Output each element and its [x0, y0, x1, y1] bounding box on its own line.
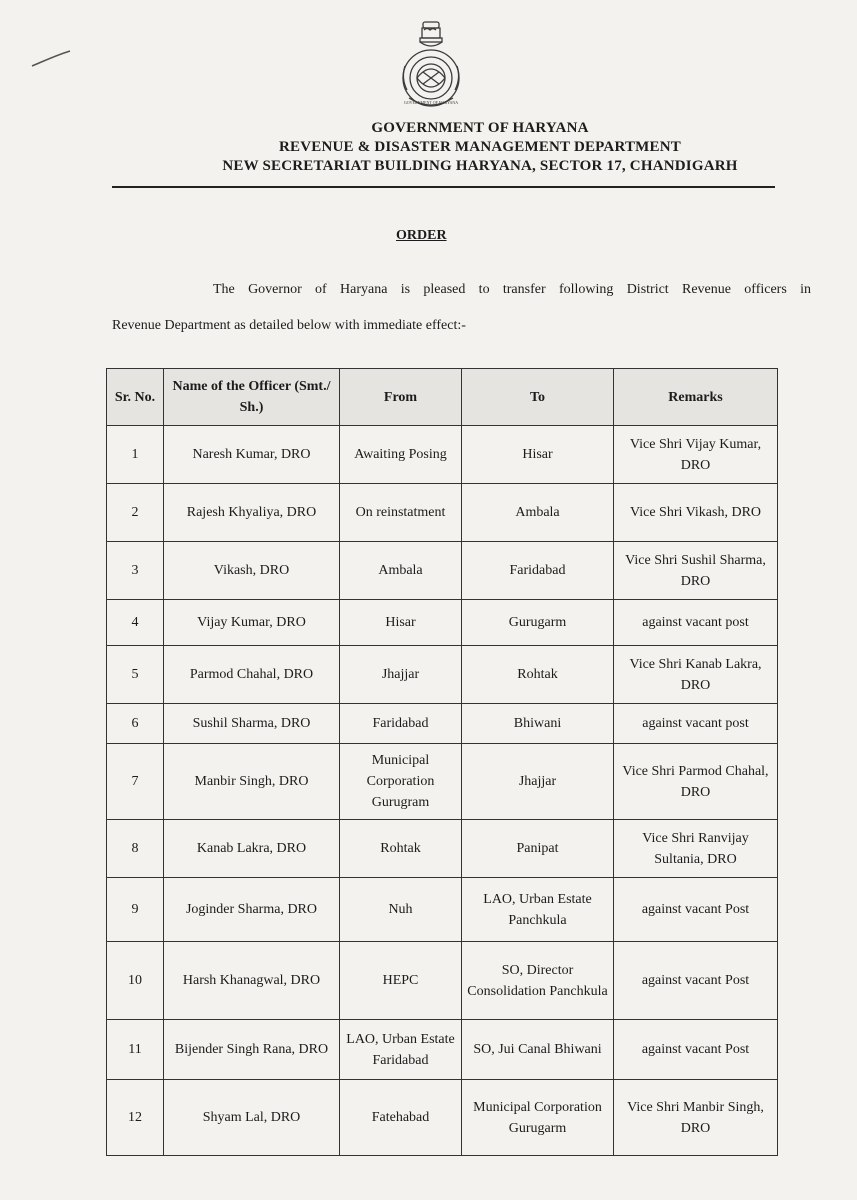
table-row	[107, 1080, 778, 1156]
cell-sr: 6	[107, 704, 164, 744]
order-title: ORDER	[396, 228, 447, 243]
cell-remarks: against vacant Post	[614, 1020, 778, 1080]
order-paragraph-line-1: The Governor of Haryana is pleased to transfer following District Revenue officers in	[213, 282, 811, 297]
cell-to: SO, Director Consolidation Panchkula	[462, 942, 614, 1020]
cell-sr: 1	[107, 426, 164, 484]
cell-name: Naresh Kumar, DRO	[164, 426, 340, 484]
cell-to: Municipal Corporation Gurugarm	[462, 1080, 614, 1156]
table-row	[107, 484, 778, 542]
cell-name: Sushil Sharma, DRO	[164, 704, 340, 744]
cell-from: Fatehabad	[340, 1080, 462, 1156]
cell-sr: 5	[107, 646, 164, 704]
table-row	[107, 600, 778, 646]
cell-to: SO, Jui Canal Bhiwani	[462, 1020, 614, 1080]
cell-to: Panipat	[462, 820, 614, 878]
header-department: REVENUE & DISASTER MANAGEMENT DEPARTMENT	[279, 139, 681, 155]
header-address: NEW SECRETARIAT BUILDING HARYANA, SECTOR 17, CHANDIGARH	[222, 158, 738, 174]
cell-name: Shyam Lal, DRO	[164, 1080, 340, 1156]
cell-to: Bhiwani	[462, 704, 614, 744]
cell-sr: 10	[107, 942, 164, 1020]
cell-remarks: against vacant post	[614, 600, 778, 646]
cell-name: Manbir Singh, DRO	[164, 744, 340, 820]
transfer-table	[106, 368, 778, 1156]
cell-from: Jhajjar	[340, 646, 462, 704]
cell-from: Hisar	[340, 600, 462, 646]
table-row	[107, 542, 778, 600]
cell-sr: 8	[107, 820, 164, 878]
cell-from: Municipal Corporation Gurugram	[340, 744, 462, 820]
header-to: To	[462, 369, 614, 426]
cell-from: Awaiting Posing	[340, 426, 462, 484]
cell-remarks: against vacant Post	[614, 942, 778, 1020]
cell-remarks: Vice Shri Sushil Sharma, DRO	[614, 542, 778, 600]
order-paragraph-line-2: Revenue Department as detailed below with immediate effect:-	[112, 318, 466, 333]
cell-remarks: against vacant Post	[614, 878, 778, 942]
cell-sr: 2	[107, 484, 164, 542]
cell-name: Parmod Chahal, DRO	[164, 646, 340, 704]
cell-to: Hisar	[462, 426, 614, 484]
cell-sr: 9	[107, 878, 164, 942]
cell-sr: 12	[107, 1080, 164, 1156]
cell-to: Jhajjar	[462, 744, 614, 820]
cell-sr: 7	[107, 744, 164, 820]
cell-sr: 3	[107, 542, 164, 600]
table-row	[107, 744, 778, 820]
cell-sr: 11	[107, 1020, 164, 1080]
cell-remarks: Vice Shri Manbir Singh, DRO	[614, 1080, 778, 1156]
cell-remarks: against vacant post	[614, 704, 778, 744]
header-government: GOVERNMENT OF HARYANA	[371, 120, 589, 136]
cell-remarks: Vice Shri Parmod Chahal, DRO	[614, 744, 778, 820]
table-header-row	[107, 369, 778, 426]
cell-from: On reinstatment	[340, 484, 462, 542]
table-row	[107, 704, 778, 744]
header-officer-name: Name of the Officer (Smt./ Sh.)	[164, 369, 340, 426]
table-row	[107, 1020, 778, 1080]
table-row	[107, 942, 778, 1020]
cell-to: Faridabad	[462, 542, 614, 600]
cell-to: Rohtak	[462, 646, 614, 704]
header-divider	[112, 186, 775, 188]
cell-from: Rohtak	[340, 820, 462, 878]
cell-to: Ambala	[462, 484, 614, 542]
cell-to: Gurugarm	[462, 600, 614, 646]
cell-name: Bijender Singh Rana, DRO	[164, 1020, 340, 1080]
cell-remarks: Vice Shri Kanab Lakra, DRO	[614, 646, 778, 704]
cell-name: Harsh Khanagwal, DRO	[164, 942, 340, 1020]
cell-name: Vikash, DRO	[164, 542, 340, 600]
cell-remarks: Vice Shri Vijay Kumar, DRO	[614, 426, 778, 484]
pen-stroke-mark	[30, 48, 72, 70]
table-row	[107, 878, 778, 942]
cell-from: Nuh	[340, 878, 462, 942]
table-row	[107, 820, 778, 878]
header-remarks: Remarks	[614, 369, 778, 426]
table-row	[107, 646, 778, 704]
cell-from: Faridabad	[340, 704, 462, 744]
table-row	[107, 426, 778, 484]
cell-name: Kanab Lakra, DRO	[164, 820, 340, 878]
cell-name: Rajesh Khyaliya, DRO	[164, 484, 340, 542]
cell-to: LAO, Urban Estate Panchkula	[462, 878, 614, 942]
cell-from: HEPC	[340, 942, 462, 1020]
emblem-caption: GOVERNMENT OF HARYANA	[403, 100, 459, 105]
cell-from: Ambala	[340, 542, 462, 600]
cell-sr: 4	[107, 600, 164, 646]
header-sr-no: Sr. No.	[107, 369, 164, 426]
state-emblem-icon	[393, 18, 469, 110]
cell-remarks: Vice Shri Ranvijay Sultania, DRO	[614, 820, 778, 878]
header-from: From	[340, 369, 462, 426]
cell-name: Joginder Sharma, DRO	[164, 878, 340, 942]
cell-from: LAO, Urban Estate Faridabad	[340, 1020, 462, 1080]
cell-name: Vijay Kumar, DRO	[164, 600, 340, 646]
cell-remarks: Vice Shri Vikash, DRO	[614, 484, 778, 542]
